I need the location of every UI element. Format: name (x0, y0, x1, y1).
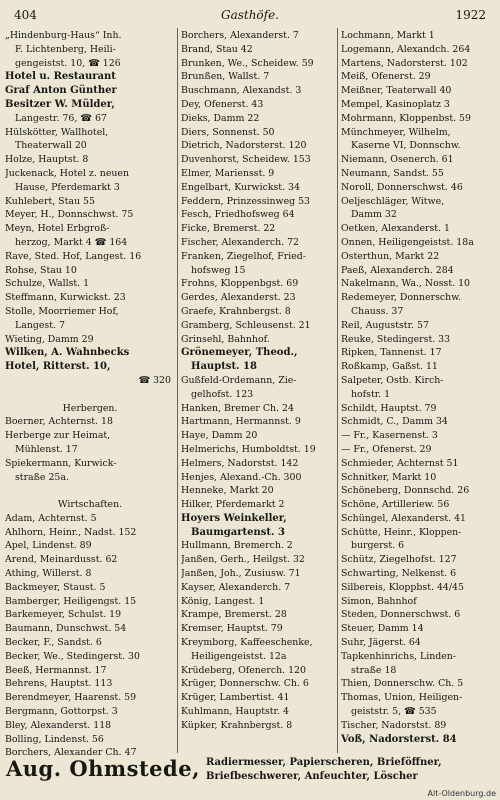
entry-line: Neumann, Sandst. 55 (341, 167, 444, 179)
entry-line: gelhofst. 123 (191, 388, 254, 400)
entry-line: Janßen, Gerh., Heilgst. 32 (181, 554, 305, 566)
entry-line: Damm 32 (351, 209, 397, 221)
entry-line: Nakelmann, Wa., Nosst. 10 (341, 278, 471, 290)
entry-line: ☎ 320 (138, 374, 171, 386)
entry-line: Silbereis, Kloppbst. 44/45 (341, 581, 464, 593)
entry-line: Athing, Willerst. 8 (5, 568, 92, 580)
entry-line: hofstr. 1 (351, 388, 391, 400)
entry-line: Brunßen, Wallst. 7 (181, 71, 270, 83)
entry-line: Schmieder, Achternst 51 (341, 457, 459, 469)
entry-line: Boerner, Achternst. 18 (5, 416, 113, 428)
entry-line: gengeistst. 10, ☎ 126 (15, 57, 121, 69)
entry-line: Schöne, Artilleriew. 56 (341, 499, 450, 511)
entry-line: Langestr. 76, ☎ 67 (15, 112, 107, 124)
entry-line: Kaserne VI, Donnschw. (351, 140, 461, 152)
entry-line: Kuhlmann, Hauptstr. 4 (181, 706, 289, 718)
entry-line: Hartmann, Hermannst. 9 (181, 416, 301, 428)
entry-line: Kuhlebert, Stau 55 (5, 195, 95, 207)
entry-line: Elmer, Mariensst. 9 (181, 167, 275, 179)
entry-line: Hotel u. Restaurant (5, 71, 116, 83)
entry-line: Becker, We., Stedingerst. 30 (5, 650, 140, 662)
entry-line: Bergmann, Gottorpst. 3 (5, 706, 118, 718)
entry-line (5, 484, 175, 498)
entry-line: Meißner, Teaterwall 40 (341, 85, 452, 97)
entry-line: Rave, Sted. Hof, Langest. 16 (5, 250, 142, 262)
entry-line: Franken, Ziegelhof, Fried- (181, 250, 306, 262)
entry-line: Schulze, Wallst. 1 (5, 278, 90, 290)
entry-line: Backmeyer, Staust. 5 (5, 581, 106, 593)
entry-line: Lochmann, Markt 1 (341, 30, 435, 41)
entry-line: Oeljeschläger, Witwe, (341, 195, 445, 207)
entry-line: Oetken, Alexanderst. 1 (341, 223, 450, 235)
entry-line: Juckenack, Hotel z. neuen (5, 167, 130, 179)
entry-line: geiststr. 5, ☎ 535 (351, 706, 437, 718)
entry-line: Krüger, Lambertist. 41 (181, 692, 290, 704)
entry-line: Roßkamp, Gaßst. 11 (341, 361, 438, 373)
entry-line: Grönemeyer, Theod., (181, 347, 298, 359)
entry-line: Dey, Ofenerst. 43 (181, 98, 264, 110)
entry-line: Gußfeld-Ordemann, Zie- (181, 374, 297, 386)
entry-line: Feddern, Prinzessinweg 53 (181, 195, 311, 207)
entry-line: Krampe, Bremerst. 28 (181, 609, 287, 621)
entry-line: Schüngel, Alexanderst. 41 (341, 512, 467, 524)
entry-line: Barkemeyer, Schulst. 19 (5, 609, 122, 621)
entry-line: „Hindenburg-Haus“ Inh. (5, 30, 122, 41)
entry-line: Holze, Hauptst. 8 (5, 154, 89, 166)
entry-line: Brunken, We., Scheidew. 59 (181, 57, 314, 69)
entry-line: Bamberger, Heiligengst. 15 (5, 595, 137, 607)
entry-line: Meyer, H., Donnschwst. 75 (5, 209, 134, 221)
entry-line: Meiß, Ofenerst. 29 (341, 71, 431, 83)
entry-line: Engelbart, Kurwickst. 34 (181, 181, 300, 193)
entry-line: Brand, Stau 42 (181, 43, 253, 55)
entry-line: Langest. 7 (15, 319, 65, 331)
entry-line: Hause, Pferdemarkt 3 (15, 181, 120, 193)
entry-line: Grinsehl, Bahnhof. (181, 333, 270, 345)
entry-line: König, Langest. 1 (181, 595, 265, 607)
entry-line: Schwarting, Nelkenst. 6 (341, 568, 457, 580)
entry-line: Dietrich, Nadorsterst. 120 (181, 140, 307, 152)
entry-line: Steffmann, Kurwickst. 23 (5, 292, 126, 304)
entry-line: burgerst. 6 (351, 540, 405, 552)
entry-line: Fischer, Alexanderch. 72 (181, 236, 300, 248)
entry-line: Dieks, Damm 22 (181, 112, 260, 124)
entry-line: Beeß, Hermannst. 17 (5, 664, 107, 676)
entry-line: — Fr., Ofenerst. 29 (341, 443, 432, 455)
year: 1922 (455, 8, 486, 22)
entry-line: Duvenhorst, Scheidew. 153 (181, 154, 311, 166)
entry-line: Bley, Alexanderst. 118 (5, 719, 112, 731)
entry-line: Borchers, Alexanderst. 7 (181, 30, 299, 41)
entry-line: Tapkenhinrichs, Linden- (341, 650, 457, 662)
entry-line: Steden, Donnerschwst. 6 (341, 609, 461, 621)
entry-line: Henneke, Markt 20 (181, 485, 274, 497)
entry-line: Reuke, Stedingerst. 33 (341, 333, 451, 345)
entry-line: Hauptst. 18 (191, 361, 257, 373)
entry-line: Krüger, Donnerschw. Ch. 6 (181, 678, 309, 690)
entry-line: Martens, Nadorsterst. 102 (341, 57, 468, 69)
entry-line: Hullmann, Bremerch. 2 (181, 540, 293, 552)
entry-line: Ripken, Tannenst. 17 (341, 347, 442, 359)
entry-line: Fesch, Friedhofsweg 64 (181, 209, 295, 221)
entry-line: Arend, Meinardusst. 62 (5, 554, 118, 566)
entry-line: Wieting, Damm 29 (5, 333, 94, 345)
entry-line: Spiekermann, Kurwick- (5, 457, 117, 469)
entry-line: Onnen, Heiligengeistst. 18a (341, 236, 474, 248)
entry-line: Baumgartenst. 3 (191, 526, 285, 538)
entry-line: Redemeyer, Donnerschw. (341, 292, 462, 304)
entry-line: Tischer, Nadorstst. 89 (341, 719, 447, 731)
entry-line: Herberge zur Heimat, (5, 430, 111, 442)
column-3 (341, 29, 496, 746)
entry-line: Kayser, Alexanderch. 7 (181, 581, 291, 593)
entry-line: Salpeter, Ostb. Kirch- (341, 374, 444, 386)
entry-line: Krüdeberg, Ofenerch. 120 (181, 664, 306, 676)
entry-line: Ahlhorn, Heinr., Nadst. 152 (5, 526, 137, 538)
entry-line: Mohrmann, Kloppenbst. 59 (341, 112, 471, 124)
entry-line: Apel, Lindenst. 89 (5, 540, 92, 552)
entry-line: Bolling, Lindenst. 56 (5, 733, 104, 745)
entry-line: Küpker, Krahnbergst. 8 (181, 719, 293, 731)
entry-line: Frohns, Kloppenbgst. 69 (181, 278, 299, 290)
entry-line: Hoyers Weinkeller, (181, 512, 287, 524)
entry-line: Gramberg, Schleusenst. 21 (181, 319, 311, 331)
entry-line: Voß, Nadorsterst. 84 (341, 733, 457, 745)
entry-line: Suhr, Jägerst. 64 (341, 637, 421, 649)
page-header (14, 8, 486, 24)
entry-line: Janßen, Joh., Zusiusw. 71 (181, 568, 301, 580)
entry-line: Hilker, Pferdemarkt 2 (181, 499, 285, 511)
entry-line: Schütte, Heinr., Kloppen- (341, 526, 462, 538)
entry-line: Diers, Sonnenst. 50 (181, 126, 275, 138)
entry-line: straße 25a. (15, 471, 69, 483)
entry-line: Helmers, Nadorstst. 142 (181, 457, 299, 469)
column-2 (181, 29, 337, 733)
entry-line: Mühlenst. 17 (15, 443, 78, 455)
entry-line: Hanken, Bremer Ch. 24 (181, 402, 294, 414)
entry-line: Reil, Auguststr. 57 (341, 319, 429, 331)
entry-line: Herbergen. (62, 402, 118, 414)
entry-line: Münchmeyer, Wilhelm, (341, 126, 451, 138)
entry-line: Besitzer W. Mülder, (5, 98, 115, 110)
entry-line: Ficke, Bremerst. 22 (181, 223, 276, 235)
entry-line: herzog, Markt 4 ☎ 164 (15, 236, 128, 248)
entry-line: Haye, Damm 20 (181, 430, 258, 442)
entry-line: Osterthun, Markt 22 (341, 250, 440, 262)
entry-line: Schöneberg, Donnschd. 26 (341, 485, 470, 497)
entry-line: Thomas, Union, Heiligen- (341, 692, 463, 704)
entry-line: Chauss. 37 (351, 305, 404, 317)
entry-line: F. Lichtenberg, Heili- (15, 43, 116, 55)
entry-line: Meyn, Hotel Erbgroß- (5, 223, 110, 235)
entry-line: Adam, Achternst. 5 (5, 512, 97, 524)
entry-line: Thien, Donnerschw. Ch. 5 (341, 678, 464, 690)
entry-line: Graf Anton Günther (5, 85, 117, 97)
entry-line: Schütz, Ziegelhofst. 127 (341, 554, 457, 566)
entry-line: Graefe, Krahnbergst. 8 (181, 305, 291, 317)
entry-line: Hotel, Ritterst. 10, (5, 361, 111, 373)
column-divider (177, 28, 178, 753)
entry-line: Paeß, Alexanderch. 284 (341, 264, 454, 276)
entry-line: Mempel, Kasinoplatz 3 (341, 98, 450, 110)
entry-line: Noroll, Donnerschwst. 46 (341, 181, 463, 193)
column-1 (5, 29, 175, 760)
entry-line: Niemann, Osenerch. 61 (341, 154, 454, 166)
entry-line: Theaterwall 20 (15, 140, 87, 152)
entry-line: Kreymborg, Kaffeeschenke, (181, 637, 313, 649)
entry-line: Rohse, Stau 10 (5, 264, 77, 276)
entry-line: — Fr., Kasernenst. 3 (341, 430, 438, 442)
entry-line: Baumann, Dunschwst. 54 (5, 623, 127, 635)
entry-line: Schnitker, Markt 10 (341, 471, 437, 483)
entry-line: Borchers, Alexander Ch. 47 (5, 747, 137, 759)
entry-line: Behrens, Hauptst. 113 (5, 678, 113, 690)
page-number: 404 (14, 8, 37, 22)
entry-line: Heiligengeistst. 12a (191, 650, 287, 662)
advertisement (6, 756, 494, 786)
entry-line: Buschmann, Alexandst. 3 (181, 85, 302, 97)
entry-line: Logemann, Alexandch. 264 (341, 43, 471, 55)
entry-line: hofsweg 15 (191, 264, 246, 276)
column-divider (337, 28, 338, 753)
entry-line: Schildt, Hauptst. 79 (341, 402, 437, 414)
entry-line: Kremser, Hauptst. 79 (181, 623, 283, 635)
entry-line: Stolle, Moorriemer Hof, (5, 305, 119, 317)
entry-line: Wilken, A. Wahnbecks (5, 347, 130, 359)
entry-line: Schmidt, C., Damm 34 (341, 416, 448, 428)
entry-line (5, 388, 175, 402)
entry-line: Becker, F., Sandst. 6 (5, 637, 102, 649)
entry-line: Helmerichs, Humboldtst. 19 (181, 443, 316, 455)
ad-name: Aug. Ohmstede, (6, 756, 200, 781)
ad-line-1: Radiermesser, Papierscheren, Brieföffner, (206, 757, 442, 768)
entry-line: Steuer, Damm 14 (341, 623, 424, 635)
entry-line: Henjes, Alexand.-Ch. 300 (181, 471, 302, 483)
section-title: Gasthöfe. (220, 8, 280, 22)
ad-line-2: Briefbeschwerer, Anfeuchter, Löscher (206, 771, 418, 782)
entry-line: Wirtschaften. (57, 499, 123, 511)
entry-line: Gerdes, Alexanderst. 23 (181, 292, 296, 304)
entry-line: Berendmeyer, Haarenst. 59 (5, 692, 137, 704)
watermark: Alt-Oldenburg.de (427, 789, 496, 798)
entry-line: Hülskötter, Wallhotel, (5, 126, 109, 138)
entry-line: straße 18 (351, 664, 397, 676)
entry-line: Simon, Bahnhof (341, 595, 417, 607)
